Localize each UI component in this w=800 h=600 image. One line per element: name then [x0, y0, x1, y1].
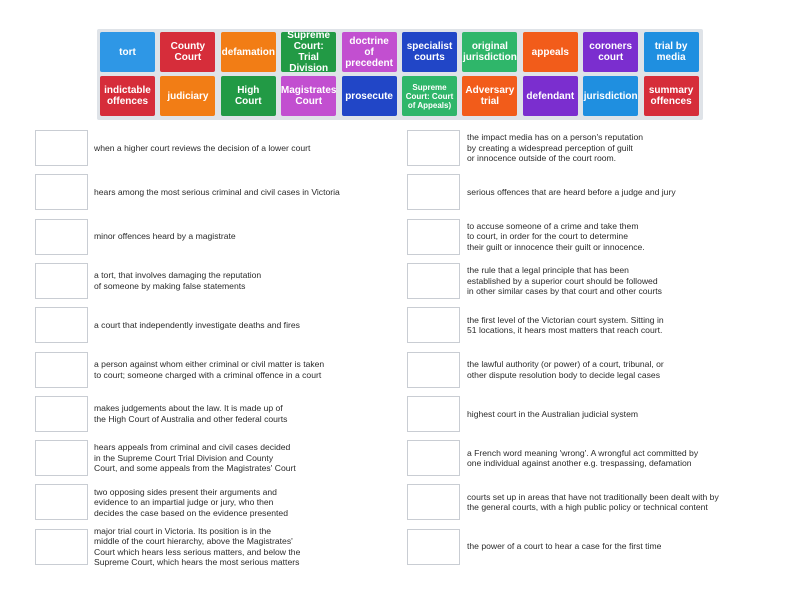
drop-zone[interactable] — [35, 307, 88, 343]
answer-tile[interactable]: coroners court — [583, 32, 638, 72]
answer-tile[interactable]: defendant — [523, 76, 578, 116]
clue-text: highest court in the Australian judicial system — [467, 408, 639, 419]
clue-text: the lawful authority (or power) of a court, tribunal, or other dispute resolution body to decide legal cases — [467, 359, 664, 380]
answer-tile[interactable]: jurisdiction — [583, 76, 638, 116]
clue-text: when a higher court reviews the decision of a lower court — [94, 142, 311, 153]
clue-text: two opposing sides present their arguments and evidence to an impartial judge or jury, who then decides the case based on the evidence presented — [94, 486, 288, 518]
clue-text: minor offences heard by a magistrate — [94, 231, 236, 242]
answer-tile[interactable]: High Court — [221, 76, 276, 116]
drop-zone[interactable] — [407, 352, 460, 388]
clue-text: the impact media has on a person's reputation by creating a widespread perception of guilt or innocence outside of the court room. — [467, 132, 644, 164]
answer-tile[interactable]: original jurisdiction — [462, 32, 517, 72]
answer-tile[interactable]: indictable offences — [100, 76, 155, 116]
answer-tile[interactable]: Magistrates Court — [281, 76, 336, 116]
clue-text: the power of a court to hear a case for the first time — [467, 541, 662, 552]
answer-tile[interactable]: County Court — [160, 32, 215, 72]
drop-zone[interactable] — [407, 396, 460, 432]
clue-text: hears appeals from criminal and civil cases decided in the Supreme Court Trial Division and County Court, and some appeals from the Magistrates' Court — [94, 442, 296, 474]
drop-zone[interactable] — [35, 529, 88, 565]
answer-tile[interactable]: Supreme Court: Court of Appeals) — [402, 76, 457, 116]
answer-tile[interactable]: defamation — [221, 32, 276, 72]
drop-zone[interactable] — [407, 484, 460, 520]
clue-text: hears among the most serious criminal and civil cases in Victoria — [94, 187, 340, 198]
drop-zone[interactable] — [35, 263, 88, 299]
answer-tile[interactable]: tort — [100, 32, 155, 72]
clue-text: a French word meaning 'wrong'. A wrongful act committed by one individual against another e.g. trespassing, defamation — [467, 447, 699, 469]
drop-zone[interactable] — [35, 484, 88, 520]
drop-zone[interactable] — [407, 174, 460, 210]
answer-tile[interactable]: judiciary — [160, 76, 215, 116]
answer-tile[interactable]: specialist courts — [402, 32, 457, 72]
drop-zone[interactable] — [35, 396, 88, 432]
clue-text: a person against whom either criminal or civil matter is taken to court; someone charged with a criminal offence in a court — [94, 359, 325, 380]
answer-tile[interactable]: doctrine of precedent — [342, 32, 397, 72]
clue-text: the rule that a legal principle that has been established by a superior court should be followed in other similar cases by that court and other courts — [467, 265, 662, 297]
drop-zone[interactable] — [35, 130, 88, 166]
drop-zone[interactable] — [407, 529, 460, 565]
clue-text: the first level of the Victorian court system. Sitting in 51 locations, it hears most matters that reach court. — [467, 314, 664, 336]
drop-zone[interactable] — [35, 440, 88, 476]
tile-tray — [97, 29, 703, 120]
answer-tile[interactable]: trial by media — [644, 32, 699, 72]
clue-text: serious offences that are heard before a judge and jury — [467, 187, 676, 198]
drop-zone[interactable] — [407, 130, 460, 166]
clue-text: makes judgements about the law. It is made up of the High Court of Australia and other federal courts — [94, 403, 288, 424]
clue-text: a court that independently investigate deaths and fires — [94, 319, 300, 330]
clue-text: to accuse someone of a crime and take them to court, in order for the court to determine their guilt or innocence their guilt or innocence. — [467, 220, 645, 252]
answer-tile[interactable]: appeals — [523, 32, 578, 72]
answer-tile[interactable]: Adversary trial — [462, 76, 517, 116]
drop-zone[interactable] — [407, 263, 460, 299]
drop-zone[interactable] — [35, 219, 88, 255]
clue-text: major trial court in Victoria. Its position is in the middle of the court hierarchy, above the Magistrates' Court which hears less serious matters, and below the Supreme Court, which hears the most serious matters — [94, 525, 301, 568]
clue-text: a tort, that involves damaging the reputation of someone by making false statements — [94, 270, 262, 291]
clue-text: courts set up in areas that have not traditionally been dealt with by the general courts, with a high public policy or technical content — [467, 491, 719, 513]
answer-tile[interactable]: Supreme Court: Trial Division — [281, 32, 336, 72]
drop-zone[interactable] — [35, 352, 88, 388]
drop-zone[interactable] — [407, 440, 460, 476]
drop-zone[interactable] — [407, 219, 460, 255]
drop-zone[interactable] — [35, 174, 88, 210]
answer-tile[interactable]: prosecute — [342, 76, 397, 116]
answer-tile[interactable]: summary offences — [644, 76, 699, 116]
drop-zone[interactable] — [407, 307, 460, 343]
